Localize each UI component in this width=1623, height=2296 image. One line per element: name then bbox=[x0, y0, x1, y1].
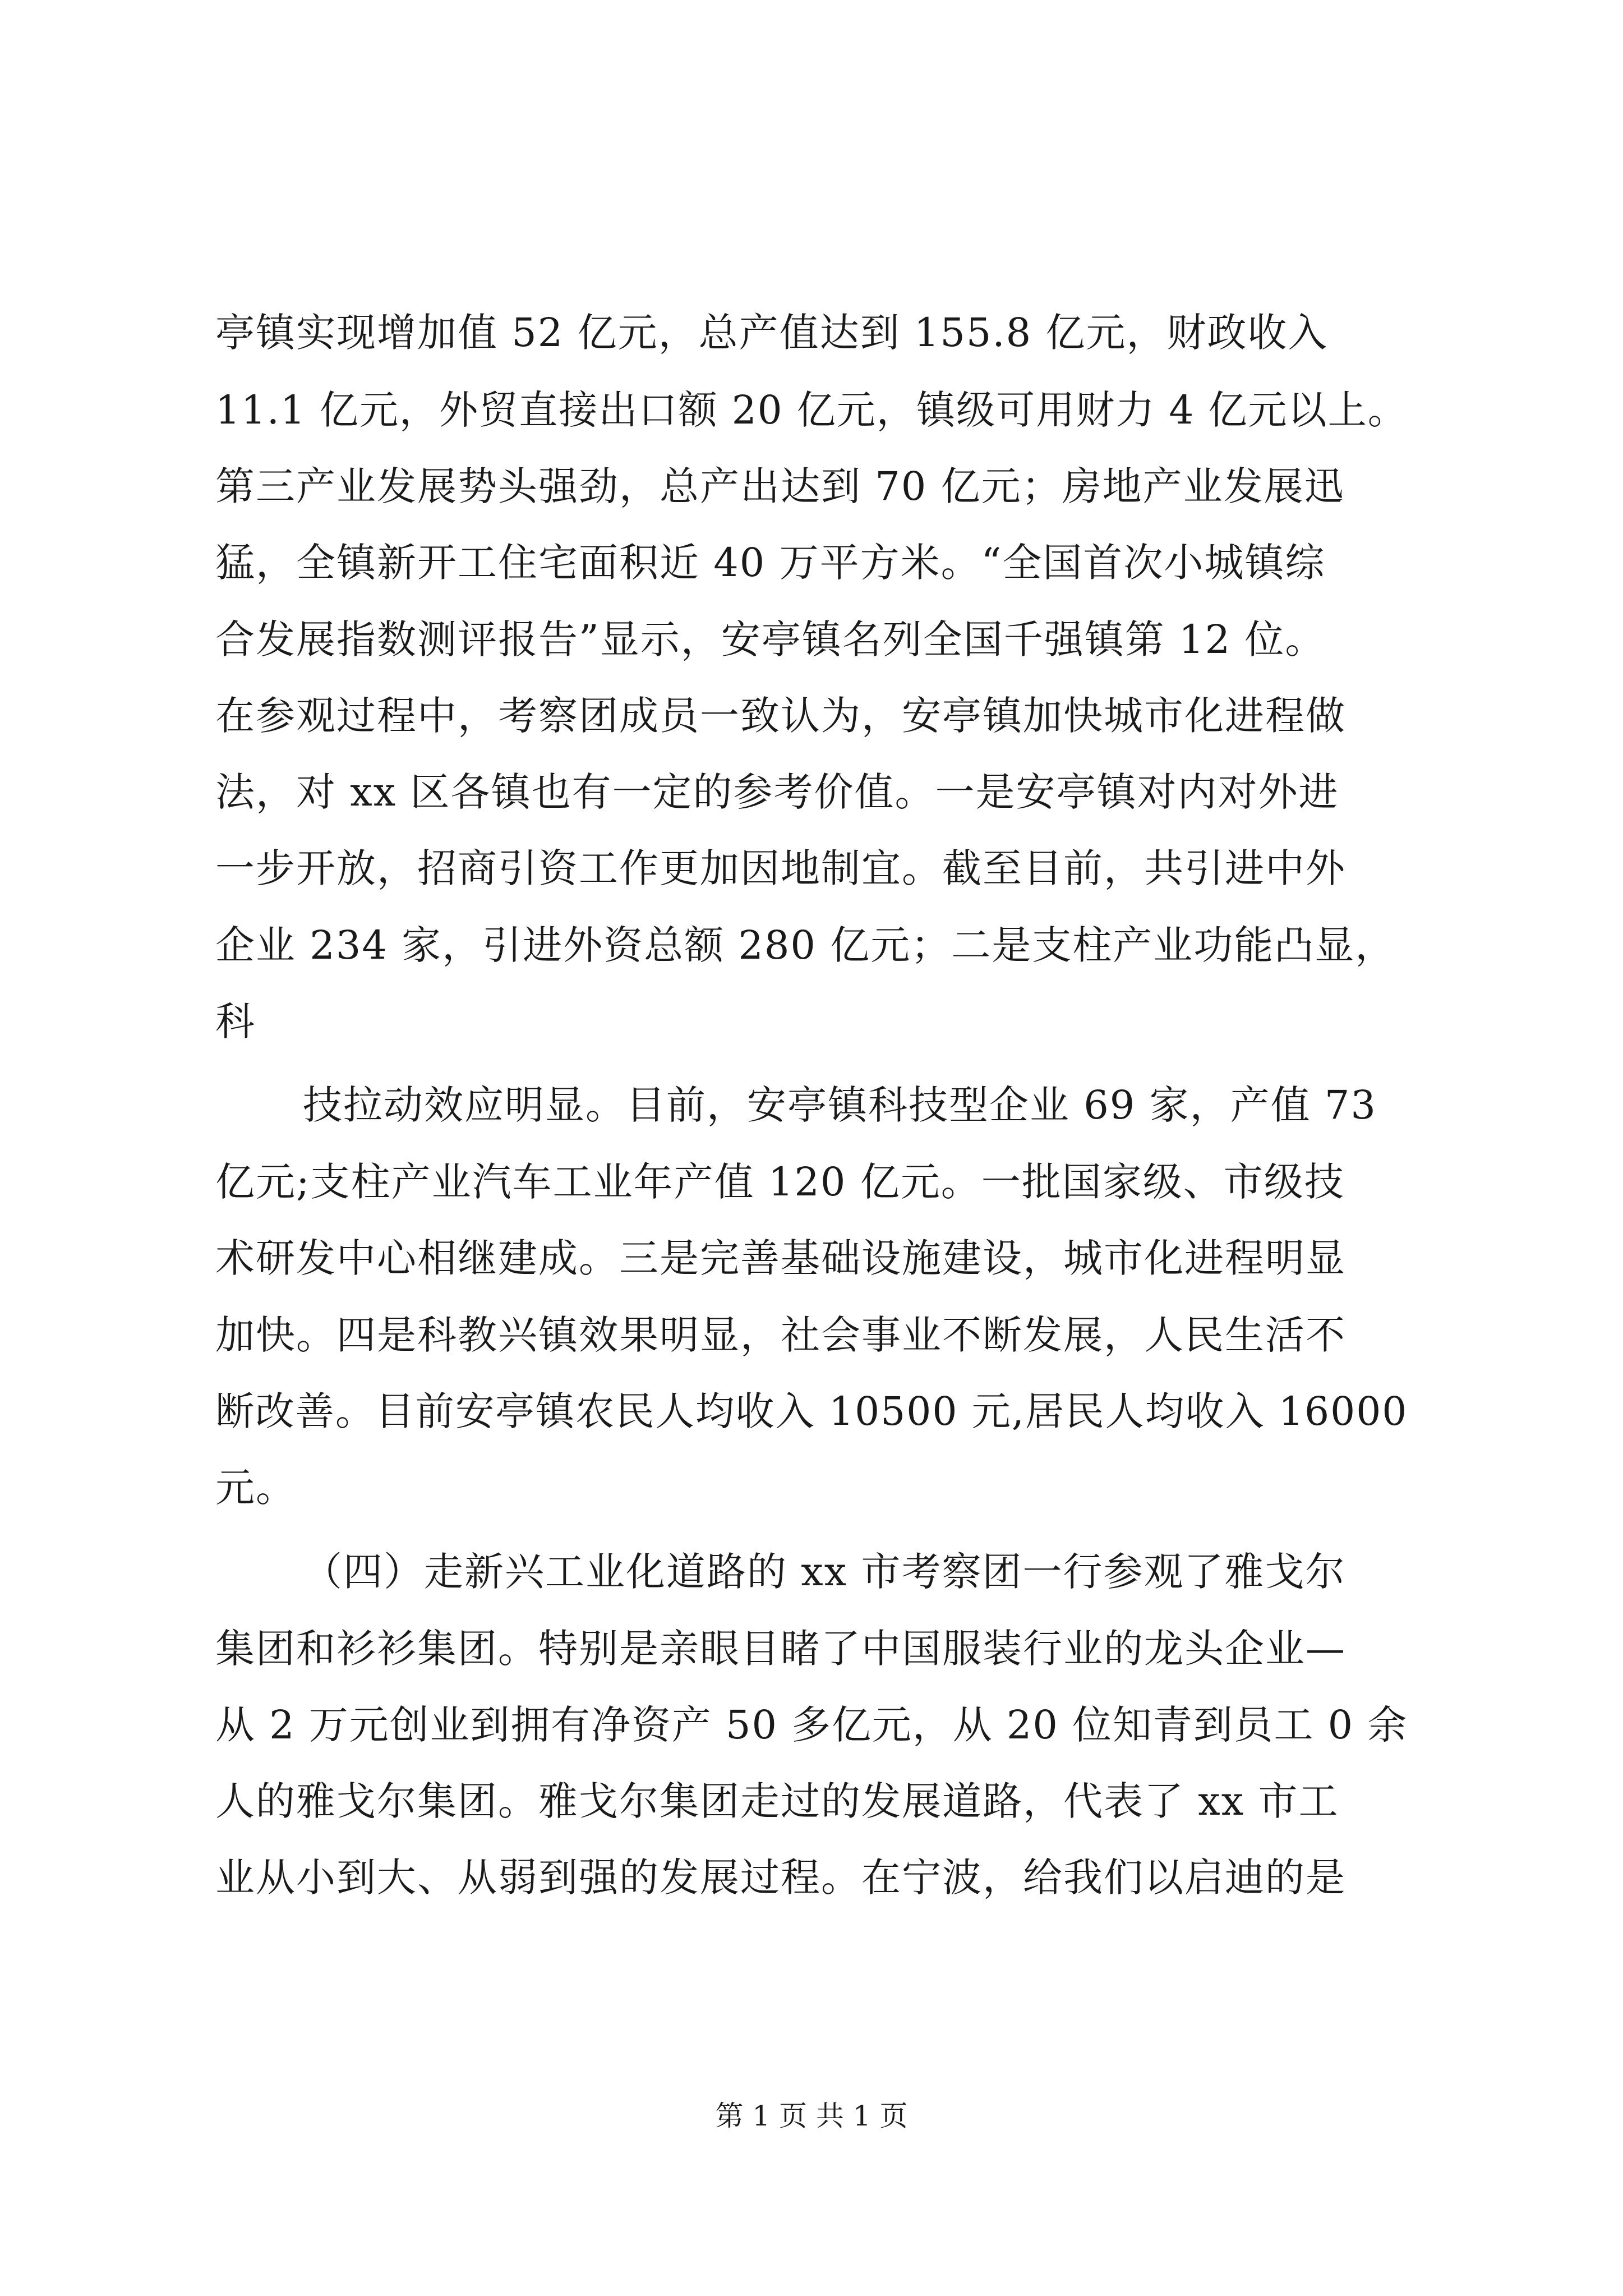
text-line: 亿元;支柱产业汽车工业年产值 120 亿元。一批国家级、市级技 bbox=[215, 1159, 1345, 1205]
text-line: 人的雅戈尔集团。雅戈尔集团走过的发展道路，代表了 xx 市工 bbox=[215, 1778, 1339, 1824]
text-line: 11.1 亿元，外贸直接出口额 20 亿元，镇级可用财力 4 亿元以上。 bbox=[215, 387, 1408, 433]
text-line: 元。 bbox=[215, 1465, 296, 1511]
text-line: 合发展指数测评报告”显示，安亭镇名列全国千强镇第 12 位。 bbox=[215, 616, 1326, 662]
text-line: 集团和衫衫集团。特别是亲眼目睹了中国服装行业的龙头企业— bbox=[215, 1626, 1346, 1672]
text-line: 术研发中心相继建成。三是完善基础设施建设，城市化进程明显 bbox=[215, 1235, 1346, 1281]
text-line: 技拉动效应明显。目前，安亭镇科技型企业 69 家，产值 73 bbox=[303, 1082, 1377, 1128]
text-line: 亭镇实现增加值 52 亿元，总产值达到 155.8 亿元，财政收入 bbox=[215, 310, 1329, 356]
text-line: 企业 234 家，引进外资总额 280 亿元；二是支柱产业功能凸显， bbox=[215, 922, 1396, 968]
text-line: 一步开放，招商引资工作更加因地制宜。截至目前，共引进中外 bbox=[215, 845, 1346, 891]
text-line: 在参观过程中，考察团成员一致认为，安亭镇加快城市化进程做 bbox=[215, 693, 1346, 739]
text-line: 从 2 万元创业到拥有净资产 50 多亿元，从 20 位知青到员工 0 余 bbox=[215, 1702, 1408, 1748]
text-line: 法，对 xx 区各镇也有一定的参考价值。一是安亭镇对内对外进 bbox=[215, 769, 1339, 815]
text-line: （四）走新兴工业化道路的 xx 市考察团一行参观了雅戈尔 bbox=[303, 1549, 1346, 1595]
text-line: 科 bbox=[215, 999, 256, 1045]
text-line: 业从小到大、从弱到强的发展过程。在宁波，给我们以启迪的是 bbox=[215, 1855, 1346, 1901]
text-line: 猛，全镇新开工住宅面积近 40 万平方米。“全国首次小城镇综 bbox=[215, 540, 1326, 586]
text-line: 第三产业发展势头强劲，总产出达到 70 亿元；房地产业发展迅 bbox=[215, 463, 1345, 509]
text-line: 断改善。目前安亭镇农民人均收入 10500 元,居民人均收入 16000 bbox=[215, 1388, 1408, 1434]
text-line: 加快。四是科教兴镇效果明显，社会事业不断发展，人民生活不 bbox=[215, 1312, 1346, 1358]
page-footer: 第 1 页 共 1 页 bbox=[715, 2100, 908, 2132]
